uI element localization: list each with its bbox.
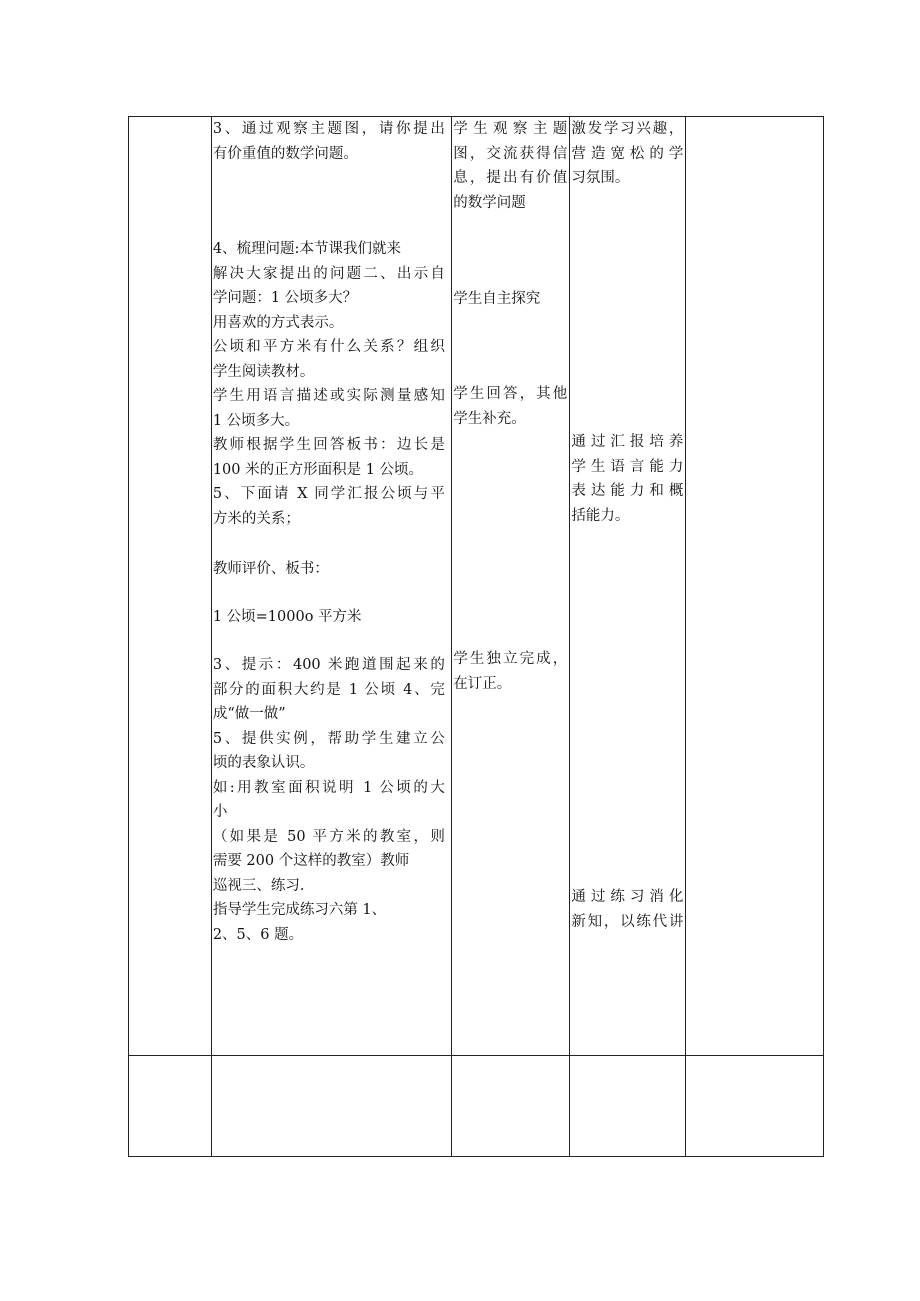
text-line: 学生观察主题 [453, 121, 568, 137]
student-block-2 [453, 287, 567, 312]
teacher-block-3 [213, 557, 445, 582]
text-line: 用喜欢的方式表示。 [212, 314, 344, 331]
text-line: 学生阅读教材。 [212, 363, 315, 380]
text-line: 需要 200 个这样的教室）教师 [212, 853, 410, 869]
table-row [129, 117, 824, 1056]
text-line: 营造宽松的学 [571, 145, 684, 162]
text-line: 3、提示：400 米跑道围起来的 [212, 657, 445, 673]
text-line: 3、通过观察主题图，请你提出 [212, 121, 445, 137]
teacher-block-2 [213, 237, 445, 531]
text-line: 2、5、6 题。 [212, 926, 304, 943]
text-line: 学生回答，其他 [453, 386, 568, 402]
text-line: 学生语言能力 [571, 458, 684, 475]
text-line: 1 公顷=1000o 平方米 [212, 609, 362, 625]
empty-cell [685, 1056, 823, 1157]
text-line: 1 公顷多大。 [212, 412, 300, 429]
teacher-block-5 [213, 653, 445, 947]
text-line: 部分的面积大约是 1 公顷 4、完 [212, 681, 445, 698]
text-line: 指导学生完成练习六第 1、 [212, 902, 387, 918]
text-line: 教师评价、板书： [212, 561, 329, 577]
text-line: 5、提供实例，帮助学生建立公 [212, 730, 445, 747]
text-line: 100 米的正方形面积是 1 公顷。 [212, 461, 424, 478]
text-line: 如:用教室面积说明 1 公顷的大 [212, 779, 445, 796]
text-line: 通过练习消化 [571, 889, 684, 905]
text-line: 小 [212, 804, 228, 820]
text-line: 新知，以练代讲 [571, 913, 684, 930]
text-line: 学生自主探究 [453, 291, 541, 307]
empty-cell [452, 1056, 570, 1157]
empty-cell [129, 1056, 212, 1157]
empty-cell [211, 1056, 451, 1157]
student-activity-cell [452, 117, 570, 1056]
design-intent-cell [570, 117, 685, 1056]
text-line: 表达能力和概 [571, 483, 684, 499]
text-line: 方米的关系； [212, 510, 300, 527]
text-line: 息，提出有价值 [453, 170, 568, 186]
text-line: 顷的表象认识。 [212, 755, 315, 771]
text-line: 4、梳理问题:本节课我们就来 [212, 241, 401, 257]
text-line: 通过汇报培养 [571, 434, 684, 450]
text-line: 习氛围。 [571, 170, 630, 186]
student-block-4 [453, 647, 567, 696]
text-line: 教师根据学生回答板书：边长是 [212, 437, 445, 453]
text-line: 在订正。 [453, 675, 512, 692]
text-line: 成“做一做” [212, 706, 286, 722]
stage-cell [129, 117, 212, 1056]
text-line: 学生用语言描述或实际测量感知 [212, 388, 445, 404]
teacher-block-1 [213, 117, 445, 166]
lesson-plan-table [128, 116, 824, 1157]
student-block-3 [453, 382, 567, 431]
text-line: 巡视三、练习. [212, 877, 305, 894]
teacher-activity-cell [211, 117, 451, 1056]
text-line: 5、下面请 X 同学汇报公顷与平 [212, 486, 445, 502]
notes-cell [685, 117, 823, 1056]
text-line: 学问题：1 公顷多大？ [212, 290, 358, 306]
text-line: 解决大家提出的问题二、出示自 [212, 265, 445, 282]
intent-block-3 [571, 885, 683, 934]
empty-cell [570, 1056, 685, 1157]
text-line: 学生独立完成， [453, 651, 568, 667]
student-block-1 [453, 117, 567, 215]
text-line: （如果是 50 平方米的教室，则 [212, 828, 445, 845]
text-line: 有价重值的数学问题。 [212, 145, 358, 162]
text-line: 学生补充。 [453, 410, 526, 427]
intent-block-1 [571, 117, 683, 191]
text-line: 激发学习兴趣， [571, 121, 684, 137]
text-line: 公顷和平方米有什么关系？组织 [212, 339, 445, 355]
text-line: 括能力。 [571, 507, 630, 524]
table-row [129, 1056, 824, 1157]
text-line: 的数学问题 [453, 194, 526, 211]
teacher-block-4 [213, 605, 445, 630]
text-line: 图，交流获得信 [453, 145, 568, 162]
intent-block-2 [571, 430, 683, 528]
